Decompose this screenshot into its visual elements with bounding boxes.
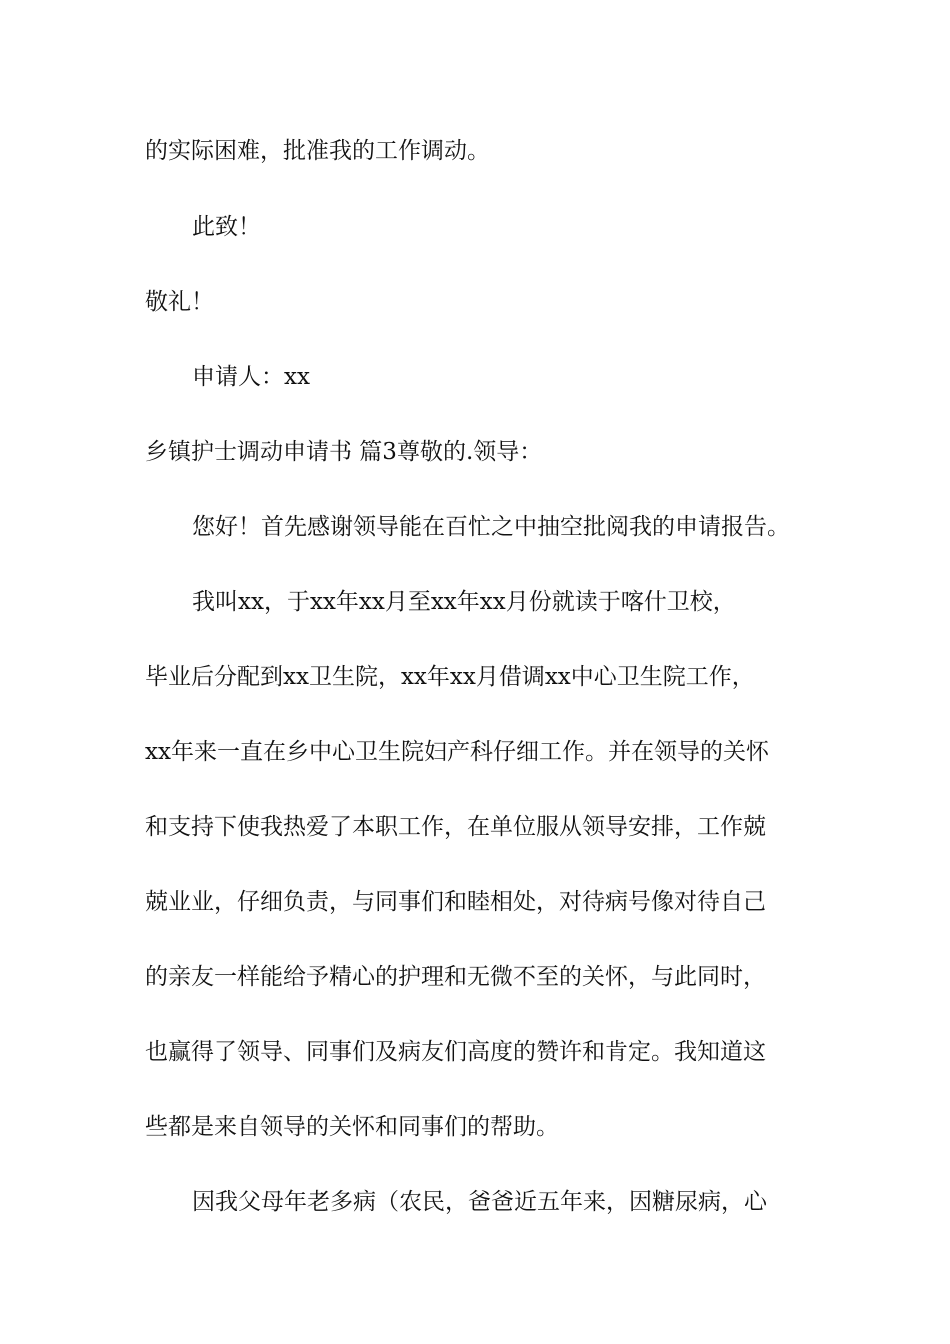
text-line: 您好！首先感谢领导能在百忙之中抽空批阅我的申请报告。 bbox=[192, 514, 790, 540]
applicant-signature: 申请人：xx bbox=[192, 364, 310, 390]
section-heading: 乡镇护士调动申请书 篇3尊敬的.领导： bbox=[145, 439, 543, 465]
text-line: 我叫xx，于xx年xx月至xx年xx月份就读于喀什卫校， bbox=[192, 589, 736, 615]
text-line: 兢业业，仔细负责，与同事们和睦相处，对待病号像对待自己 bbox=[145, 889, 766, 915]
text-line: xx年来一直在乡中心卫生院妇产科仔细工作。并在领导的关怀 bbox=[145, 739, 769, 765]
text-line: 也赢得了领导、同事们及病友们高度的赞许和肯定。我知道这 bbox=[145, 1039, 766, 1065]
closing-regards: 敬礼！ bbox=[145, 289, 214, 315]
text-line: 些都是来自领导的关怀和同事们的帮助。 bbox=[145, 1114, 559, 1140]
text-line: 的实际困难，批准我的工作调动。 bbox=[145, 138, 490, 164]
text-line: 的亲友一样能给予精心的护理和无微不至的关怀，与此同时， bbox=[145, 964, 766, 990]
text-line: 因我父母年老多病（农民，爸爸近五年来，因糖尿病，心 bbox=[192, 1189, 767, 1215]
text-line: 毕业后分配到xx卫生院，xx年xx月借调xx中心卫生院工作， bbox=[145, 664, 755, 690]
text-line: 和支持下使我热爱了本职工作，在单位服从领导安排，工作兢 bbox=[145, 814, 766, 840]
closing-salutation: 此致！ bbox=[192, 214, 261, 240]
